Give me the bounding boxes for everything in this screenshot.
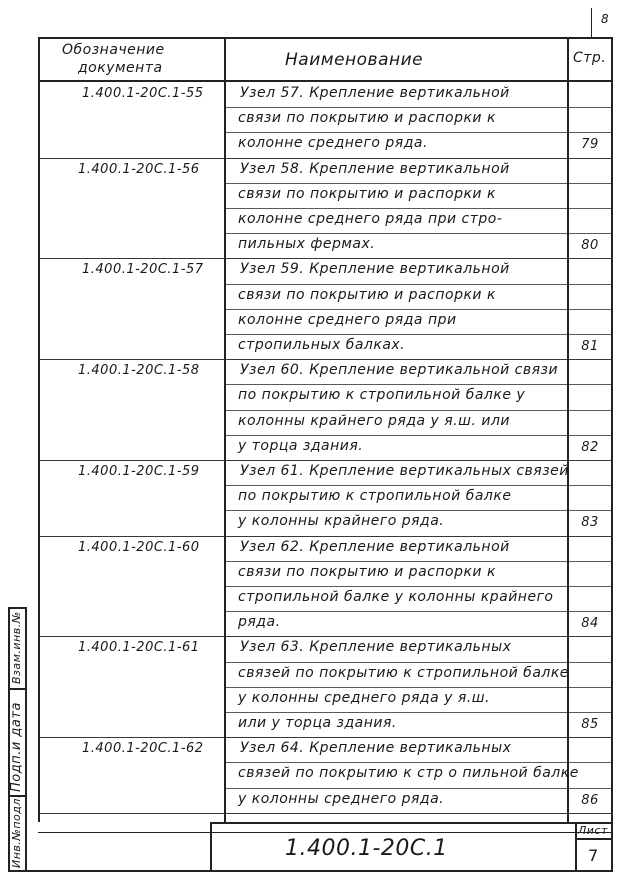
entry-name-line: Узел 61. Крепление вертикальных связей	[240, 463, 569, 479]
entry-name-line: по покрытию к стропильной балке у	[238, 387, 526, 404]
col-divider-1	[224, 37, 226, 822]
row-line	[224, 762, 613, 763]
entry-name-line: стропильных балках.	[238, 337, 406, 353]
side-stamp-top	[8, 607, 26, 609]
entry-name-line: колонне среднего ряда при	[238, 311, 457, 328]
side-inv-orig: Инв.№подл.	[10, 794, 23, 868]
sheet-corner-number: 8	[601, 12, 610, 26]
frame-left	[38, 37, 40, 822]
side-sign-date: Подп.и дата	[9, 702, 24, 792]
row-line	[38, 158, 613, 159]
entry-name-line: Узел 59. Крепление вертикальной	[240, 261, 510, 278]
row-line	[224, 309, 613, 310]
entry-name-line: по покрытию к стропильной балке	[238, 488, 512, 505]
title-sheet-label-line	[575, 838, 613, 840]
entry-name-line: Узел 63. Крепление вертикальных	[240, 639, 512, 656]
row-line	[38, 636, 613, 637]
row-line	[224, 485, 613, 486]
entry-code: 1.400.1-20С.1-62	[82, 741, 204, 757]
entry-name-line: Узел 60. Крепление вертикальной связи	[240, 362, 559, 379]
entry-name-line: связи по покрытию и распорки к	[238, 563, 496, 580]
row-line	[38, 359, 613, 360]
row-line	[224, 384, 613, 385]
entry-name-line: связи по покрытию и распорки к	[238, 185, 496, 202]
row-line	[224, 410, 613, 411]
row-line	[38, 737, 613, 738]
entry-name-line: Узел 58. Крепление вертикальной	[240, 160, 510, 177]
entry-name-line: связей по покрытию к стр о пильной балке	[238, 765, 579, 782]
entry-code: 1.400.1-20С.1-57	[82, 262, 204, 278]
entry-code: 1.400.1-20С.1-55	[82, 86, 204, 101]
row-line	[224, 233, 613, 234]
row-line	[224, 107, 613, 108]
col-divider-2	[567, 37, 569, 822]
title-doc-code: 1.400.1-20С.1	[285, 836, 448, 861]
entry-code: 1.400.1-20С.1-56	[78, 161, 200, 177]
side-stamp-div1	[8, 688, 26, 690]
title-sheet-divider	[575, 822, 577, 872]
row-line	[224, 561, 613, 562]
row-line	[224, 183, 613, 184]
entry-name-line: колонны крайнего ряда у я.ш. или	[238, 412, 510, 429]
entry-page: 84	[581, 616, 599, 632]
row-line	[38, 460, 613, 461]
row-line	[224, 334, 613, 335]
entry-page: 79	[581, 137, 599, 153]
row-line	[224, 510, 613, 511]
entry-page: 81	[581, 339, 599, 354]
header-designation-line2: документа	[78, 60, 163, 76]
header-bottom	[38, 80, 613, 82]
entry-name-line: ряда.	[238, 614, 281, 631]
entry-page: 80	[581, 238, 599, 254]
title-sheet-label: Лист	[578, 824, 608, 837]
entry-name-line: пильных фермах.	[238, 236, 376, 253]
entry-code: 1.400.1-20С.1-61	[78, 640, 200, 656]
title-block-top	[210, 822, 613, 824]
entry-name-line: связей по покрытию к стропильной балке	[238, 664, 569, 681]
row-line	[224, 687, 613, 688]
row-line	[224, 788, 613, 789]
row-line	[38, 832, 613, 833]
frame-right	[611, 37, 613, 872]
entry-name-line: колонне среднего ряда при стро-	[238, 211, 503, 227]
entry-code: 1.400.1-20С.1-59	[78, 464, 200, 479]
row-line	[38, 258, 613, 259]
frame-top	[38, 37, 613, 39]
entry-name-line: Узел 57. Крепление вертикальной	[240, 85, 510, 101]
row-line	[224, 586, 613, 587]
entry-name-line: или у торца здания.	[238, 715, 397, 731]
entry-page: 83	[581, 515, 599, 531]
header-designation-line1: Обозначение	[62, 42, 165, 58]
entry-name-line: у колонны среднего ряда.	[238, 790, 445, 807]
entry-name-line: Узел 62. Крепление вертикальной	[240, 538, 510, 555]
entry-name-line: Узел 64. Крепление вертикальных	[240, 740, 512, 757]
row-line	[224, 662, 613, 663]
entry-name-line: связи по покрытию и распорки к	[238, 110, 496, 127]
side-stamp-right	[25, 607, 27, 872]
header-name: Наименование	[285, 50, 424, 70]
entry-name-line: у колонны среднего ряда у я.ш.	[238, 689, 490, 706]
row-line	[224, 611, 613, 612]
side-replace-inv: Взам.инв.№	[10, 611, 23, 684]
frame-bottom	[8, 870, 613, 872]
corner-box-left	[591, 8, 592, 38]
entry-name-line: связи по покрытию и распорки к	[238, 286, 496, 303]
entry-page: 82	[581, 439, 599, 455]
row-line	[38, 536, 613, 537]
title-sheet-number: 7	[588, 846, 599, 865]
row-line	[224, 208, 613, 209]
entry-code: 1.400.1-20С.1-58	[78, 363, 200, 379]
entry-page: 85	[581, 717, 599, 732]
header-page: Стр.	[573, 50, 607, 66]
entry-page: 86	[581, 792, 599, 808]
row-line	[224, 132, 613, 133]
row-line	[224, 284, 613, 285]
row-line	[224, 435, 613, 436]
row-line	[224, 712, 613, 713]
entry-code: 1.400.1-20С.1-60	[78, 539, 200, 555]
row-line	[38, 813, 613, 814]
entry-name-line: у торца здания.	[238, 437, 364, 454]
entry-name-line: у колонны крайнего ряда.	[238, 513, 445, 530]
title-block-left	[210, 822, 212, 872]
entry-name-line: стропильной балке у колонны крайнего	[238, 589, 554, 605]
entry-name-line: колонне среднего ряда.	[238, 135, 428, 152]
